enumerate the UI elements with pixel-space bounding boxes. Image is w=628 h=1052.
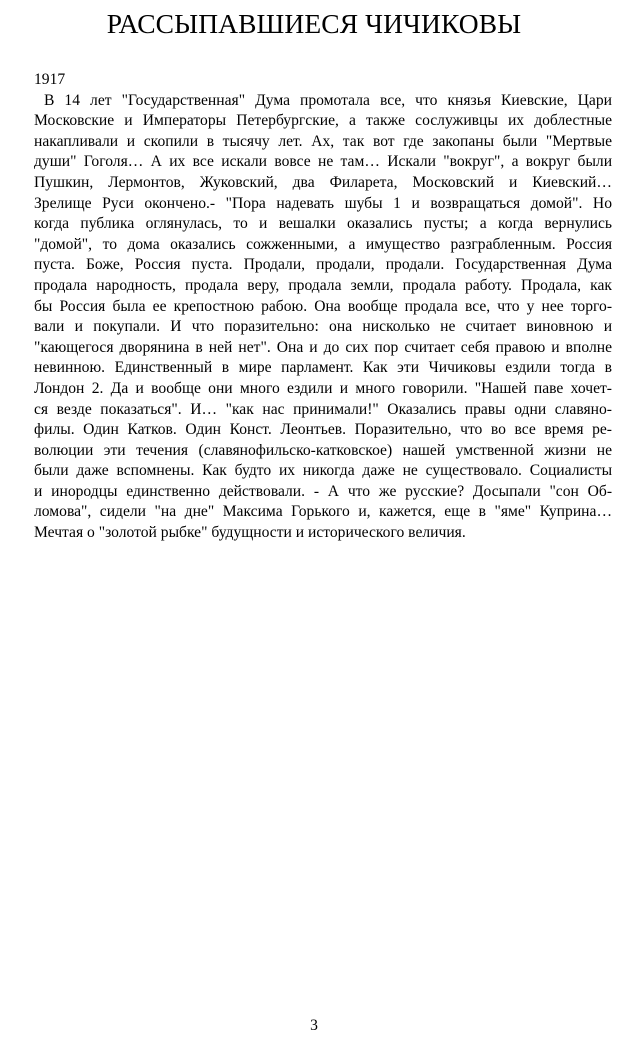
text-line: и инородцы единственно действовали. - А что же русские? Досыпали "сон Об- — [34, 482, 612, 500]
text-line: ломова", сидели "на дне" Максима Горького и, кажется, еще в "яме" Куприна… — [34, 503, 612, 521]
year-line: 1917 — [34, 71, 66, 88]
text-line: вали и покупали. И что поразительно: она нисколько не считает виновною и — [34, 318, 612, 336]
article-body — [34, 70, 612, 544]
text-line: Пушкин, Лермонтов, Жуковский, два Филарета, Московский и Киевский… — [34, 173, 612, 191]
text-line: пуста. Боже, Россия пуста. Продали, продали, продали. Государственная Дума — [34, 256, 612, 274]
text-line: ся везде показаться". И… "как нас принимали!" Оказались правы одни славяно- — [34, 400, 612, 418]
text-line: "домой", то дома оказались сожженными, а имущество разграбленным. Россия — [34, 235, 612, 253]
text-line: были даже вспомнены. Как будто их никогда даже не существовало. Социалисты — [34, 462, 612, 480]
text-line-last: Мечтая о "золотой рыбке" будущности и исторического величия. — [34, 524, 466, 542]
page-number: 3 — [310, 1017, 318, 1034]
text-line: накапливали и скопили в тысячу лет. Ах, так вот где закопаны были "Мертвые — [34, 132, 612, 150]
text-line: продала народность, продала веру, продала земли, продала работу. Продала, как — [34, 276, 612, 294]
text-line: Лондон 2. Да и вообще они много ездили и много говорили. "Нашей паве хочет- — [34, 379, 612, 397]
text-line: В 14 лет "Государственная" Дума промотала все, что князья Киевские, Цари — [44, 91, 612, 109]
text-line: волюции эти течения (славянофильско-катковское) нашей умственной жизни не — [34, 441, 612, 459]
text-line: филы. Один Катков. Один Конст. Леонтьев. Поразительно, что во все время ре- — [34, 421, 612, 439]
text-line: когда публика оглянулась, то и вешалки оказались пусты; а когда вернулись — [34, 215, 612, 233]
text-line: "кающегося дворянина в ней нет". Она и до сих пор считает себя правою и вполне — [34, 338, 612, 356]
text-line: Зрелище Руси окончено.- "Пора надевать шубы 1 и возвращаться домой". Но — [34, 194, 612, 212]
page-title: РАССЫПАВШИЕСЯ ЧИЧИКОВЫ — [106, 8, 522, 39]
text-line: невинною. Единственный в мире парламент. Как эти Чичиковы ездили тогда в — [34, 359, 612, 377]
text-line: души" Гоголя… А их все искали вовсе не там… Искали "вокруг", а вокруг были — [34, 153, 612, 171]
text-line: Московские и Императоры Петербургские, а также сослуживцы их доблестные — [34, 112, 612, 130]
text-line: бы Россия была ее крепостною рабою. Она вообще продала все, что у нее торго- — [34, 297, 612, 315]
